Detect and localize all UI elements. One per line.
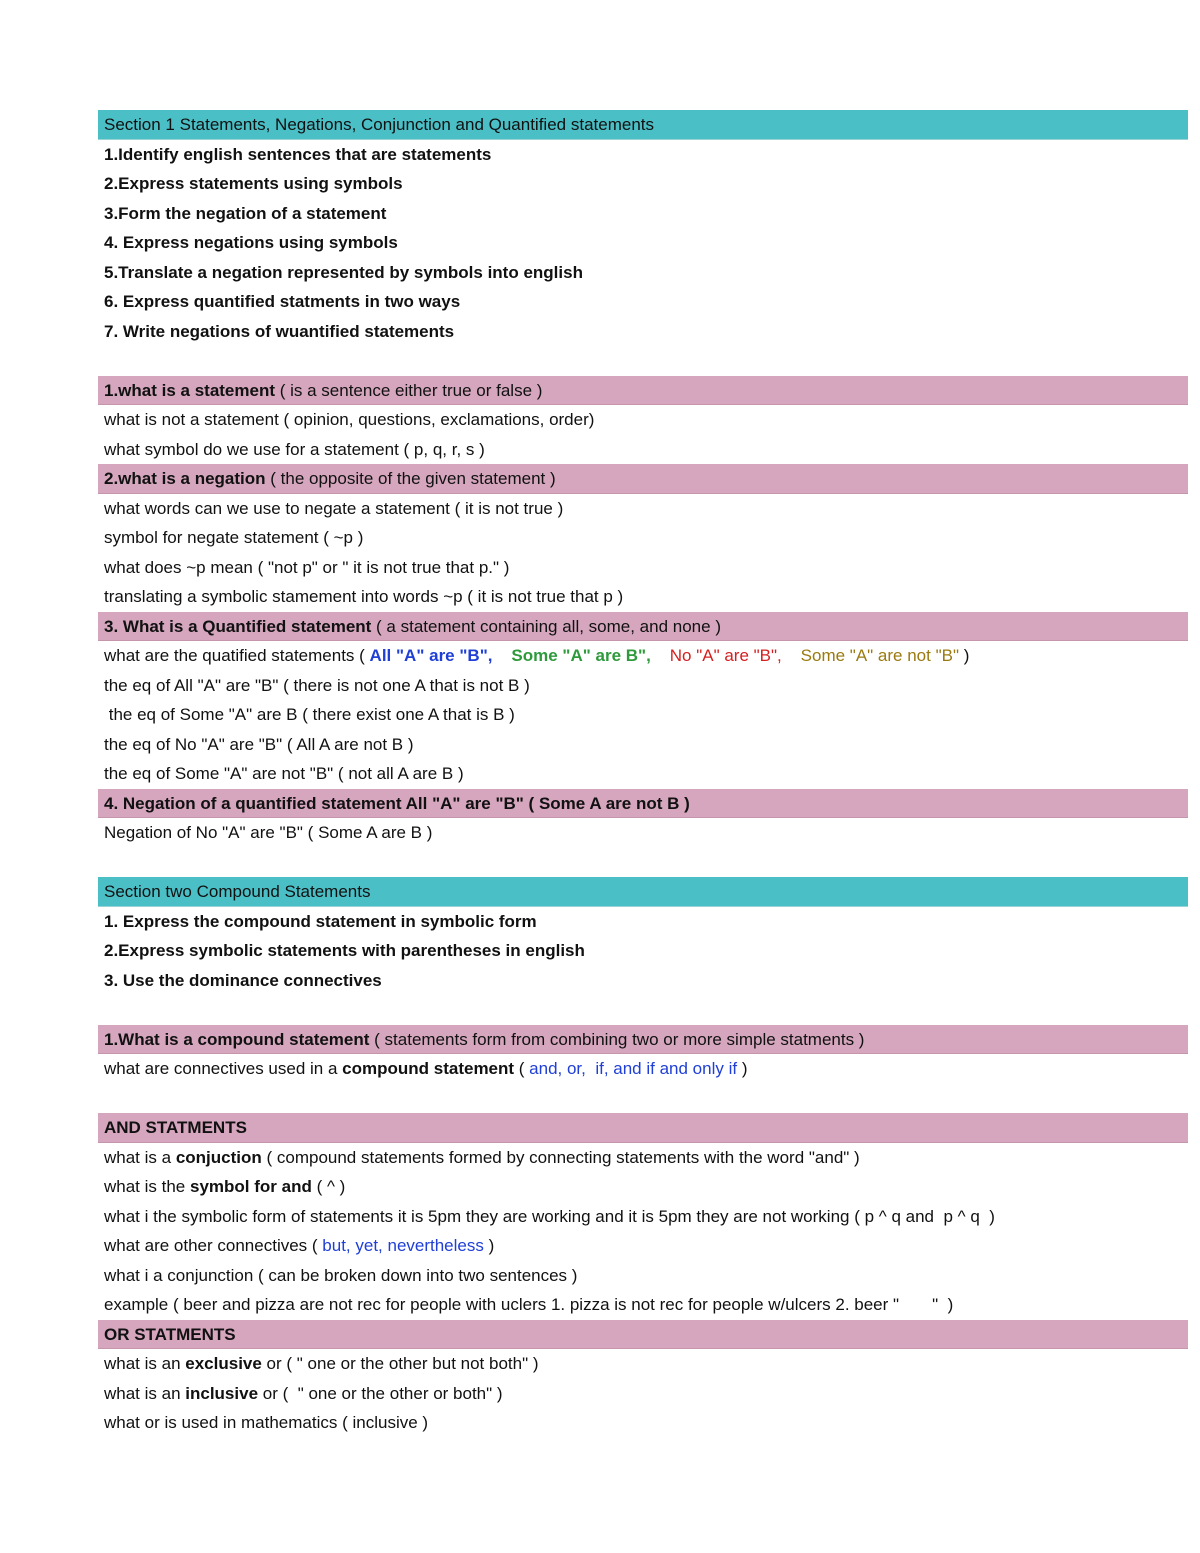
other-connectives-row: [98, 1231, 1188, 1261]
row-prefix: what are other connectives (: [104, 1236, 323, 1255]
detail-row: what symbol do we use for a statement ( p, q, r, s ): [104, 439, 485, 459]
row-answer: or ( " one or the other but not both" ): [261, 1354, 539, 1373]
detail-row: the eq of Some "A" are B ( there exist one A that is B ): [104, 705, 515, 724]
question-answer: ( is a sentence either true or false ): [275, 380, 543, 400]
objective-row: 7. Write negations of wuantified statements: [104, 321, 455, 341]
objective-row: 4. Express negations using symbols: [104, 233, 398, 252]
question-answer: ( a statement containing all, some, and none ): [371, 616, 721, 636]
objective-row: 6. Express quantified statments in two ways: [104, 292, 461, 311]
blank-row: [98, 1084, 1188, 1114]
negation-question: [98, 464, 1188, 494]
question-term: 3. What is a Quantified statement: [104, 616, 372, 636]
row-term: inclusive: [185, 1383, 259, 1403]
row-suffix: ): [483, 1236, 495, 1255]
statement-question: [98, 376, 1188, 406]
symbol-row: [98, 1172, 1188, 1202]
detail-row: the eq of No "A" are "B" ( All A are not B ): [104, 734, 414, 754]
row-prefix: what is a: [104, 1147, 176, 1167]
row-term: exclusive: [185, 1354, 262, 1373]
quantifier-no: No "A" are "B",: [669, 646, 782, 665]
other-connectives-list: but, yet, nevertheless: [322, 1236, 484, 1255]
objective-row: 2.Express symbolic statements with parentheses in english: [104, 941, 585, 960]
detail-row: what words can we use to negate a statement ( it is not true ): [104, 498, 564, 518]
row-answer: ( compound statements formed by connecting statements with the word "and" ): [261, 1147, 860, 1167]
detail-row: what i the symbolic form of statements it is 5pm they are working and it is 5pm they are not working ( p ^ q and p ^ q ): [104, 1206, 995, 1226]
connectives-term: compound statement: [342, 1059, 515, 1078]
connectives-list: and, or, if, and if and only if: [529, 1059, 738, 1078]
detail-row: the eq of All "A" are "B" ( there is not one A that is not B ): [104, 675, 530, 695]
connectives-prefix: what are connectives used in a: [104, 1059, 343, 1078]
blank-row: [98, 848, 1188, 878]
quantifier-some: Some "A" are B",: [511, 646, 651, 665]
row-term: conjuction: [175, 1147, 262, 1167]
row-answer: ( ^ ): [311, 1177, 346, 1196]
row-term: symbol for and: [190, 1177, 312, 1196]
connectives-mid: (: [514, 1059, 530, 1078]
quantified-prefix: what are the quatified statements (: [104, 646, 370, 665]
detail-row: example ( beer and pizza are not rec for people with uclers 1. pizza is not rec for people w/ulcers 2. beer " " ): [104, 1295, 954, 1314]
quantifier-all: All "A" are "B",: [369, 646, 493, 665]
inclusive-row: [98, 1379, 1188, 1409]
objective-row: 3. Use the dominance connectives: [104, 970, 382, 990]
detail-row: symbol for negate statement ( ~p ): [104, 528, 364, 547]
connectives-row: [98, 1054, 1188, 1084]
question-term: 1.what is a statement: [104, 380, 276, 400]
quantified-types-row: [98, 641, 1188, 671]
quantified-suffix: ): [959, 646, 970, 665]
question-answer: ( statements form from combining two or more simple statments ): [369, 1029, 865, 1049]
or-statements-header: OR STATMENTS: [98, 1320, 1188, 1350]
objective-row: 3.Form the negation of a statement: [104, 203, 387, 223]
and-statements-header: AND STATMENTS: [98, 1113, 1188, 1143]
detail-row: the eq of Some "A" are not "B" ( not all A are B ): [104, 764, 464, 783]
conjunction-row: [98, 1143, 1188, 1173]
objective-row: 2.Express statements using symbols: [104, 174, 403, 193]
detail-row: what i a conjunction ( can be broken down into two sentences ): [104, 1265, 578, 1285]
connectives-suffix: ): [737, 1059, 748, 1078]
detail-row: translating a symbolic stamement into words ~p ( it is not true that p ): [104, 587, 624, 606]
quantifier-some-not: Some "A" are not "B": [800, 646, 959, 665]
row-prefix: what is an: [104, 1383, 186, 1403]
objective-row: 1. Express the compound statement in symbolic form: [104, 911, 537, 931]
row-prefix: what is the: [104, 1177, 190, 1196]
objective-row: 5.Translate a negation represented by symbols into english: [104, 262, 583, 282]
detail-row: what or is used in mathematics ( inclusive ): [104, 1413, 429, 1432]
exclusive-row: [98, 1349, 1188, 1379]
compound-question: [98, 1025, 1188, 1055]
question-term: 2.what is a negation: [104, 469, 266, 488]
detail-row: what does ~p mean ( "not p" or " it is not true that p." ): [104, 557, 510, 577]
detail-row: what is not a statement ( opinion, questions, exclamations, order): [104, 410, 595, 429]
quantified-question: [98, 612, 1188, 642]
row-answer: or ( " one or the other or both" ): [258, 1383, 503, 1403]
negation-quantified-question: 4. Negation of a quantified statement All "A" are "B" ( Some A are not B ): [98, 789, 1188, 819]
question-term: 1.What is a compound statement: [104, 1029, 370, 1049]
detail-row: Negation of No "A" are "B" ( Some A are B ): [104, 823, 433, 842]
spreadsheet-document: [98, 110, 1188, 1438]
row-prefix: what is an: [104, 1354, 186, 1373]
blank-row: [98, 346, 1188, 376]
question-answer: ( the opposite of the given statement ): [265, 469, 556, 488]
blank-row: [98, 995, 1188, 1025]
section-2-header: Section two Compound Statements: [98, 877, 1188, 907]
objective-row: 1.Identify english sentences that are statements: [104, 144, 492, 164]
section-1-header: Section 1 Statements, Negations, Conjunction and Quantified statements: [98, 110, 1188, 140]
